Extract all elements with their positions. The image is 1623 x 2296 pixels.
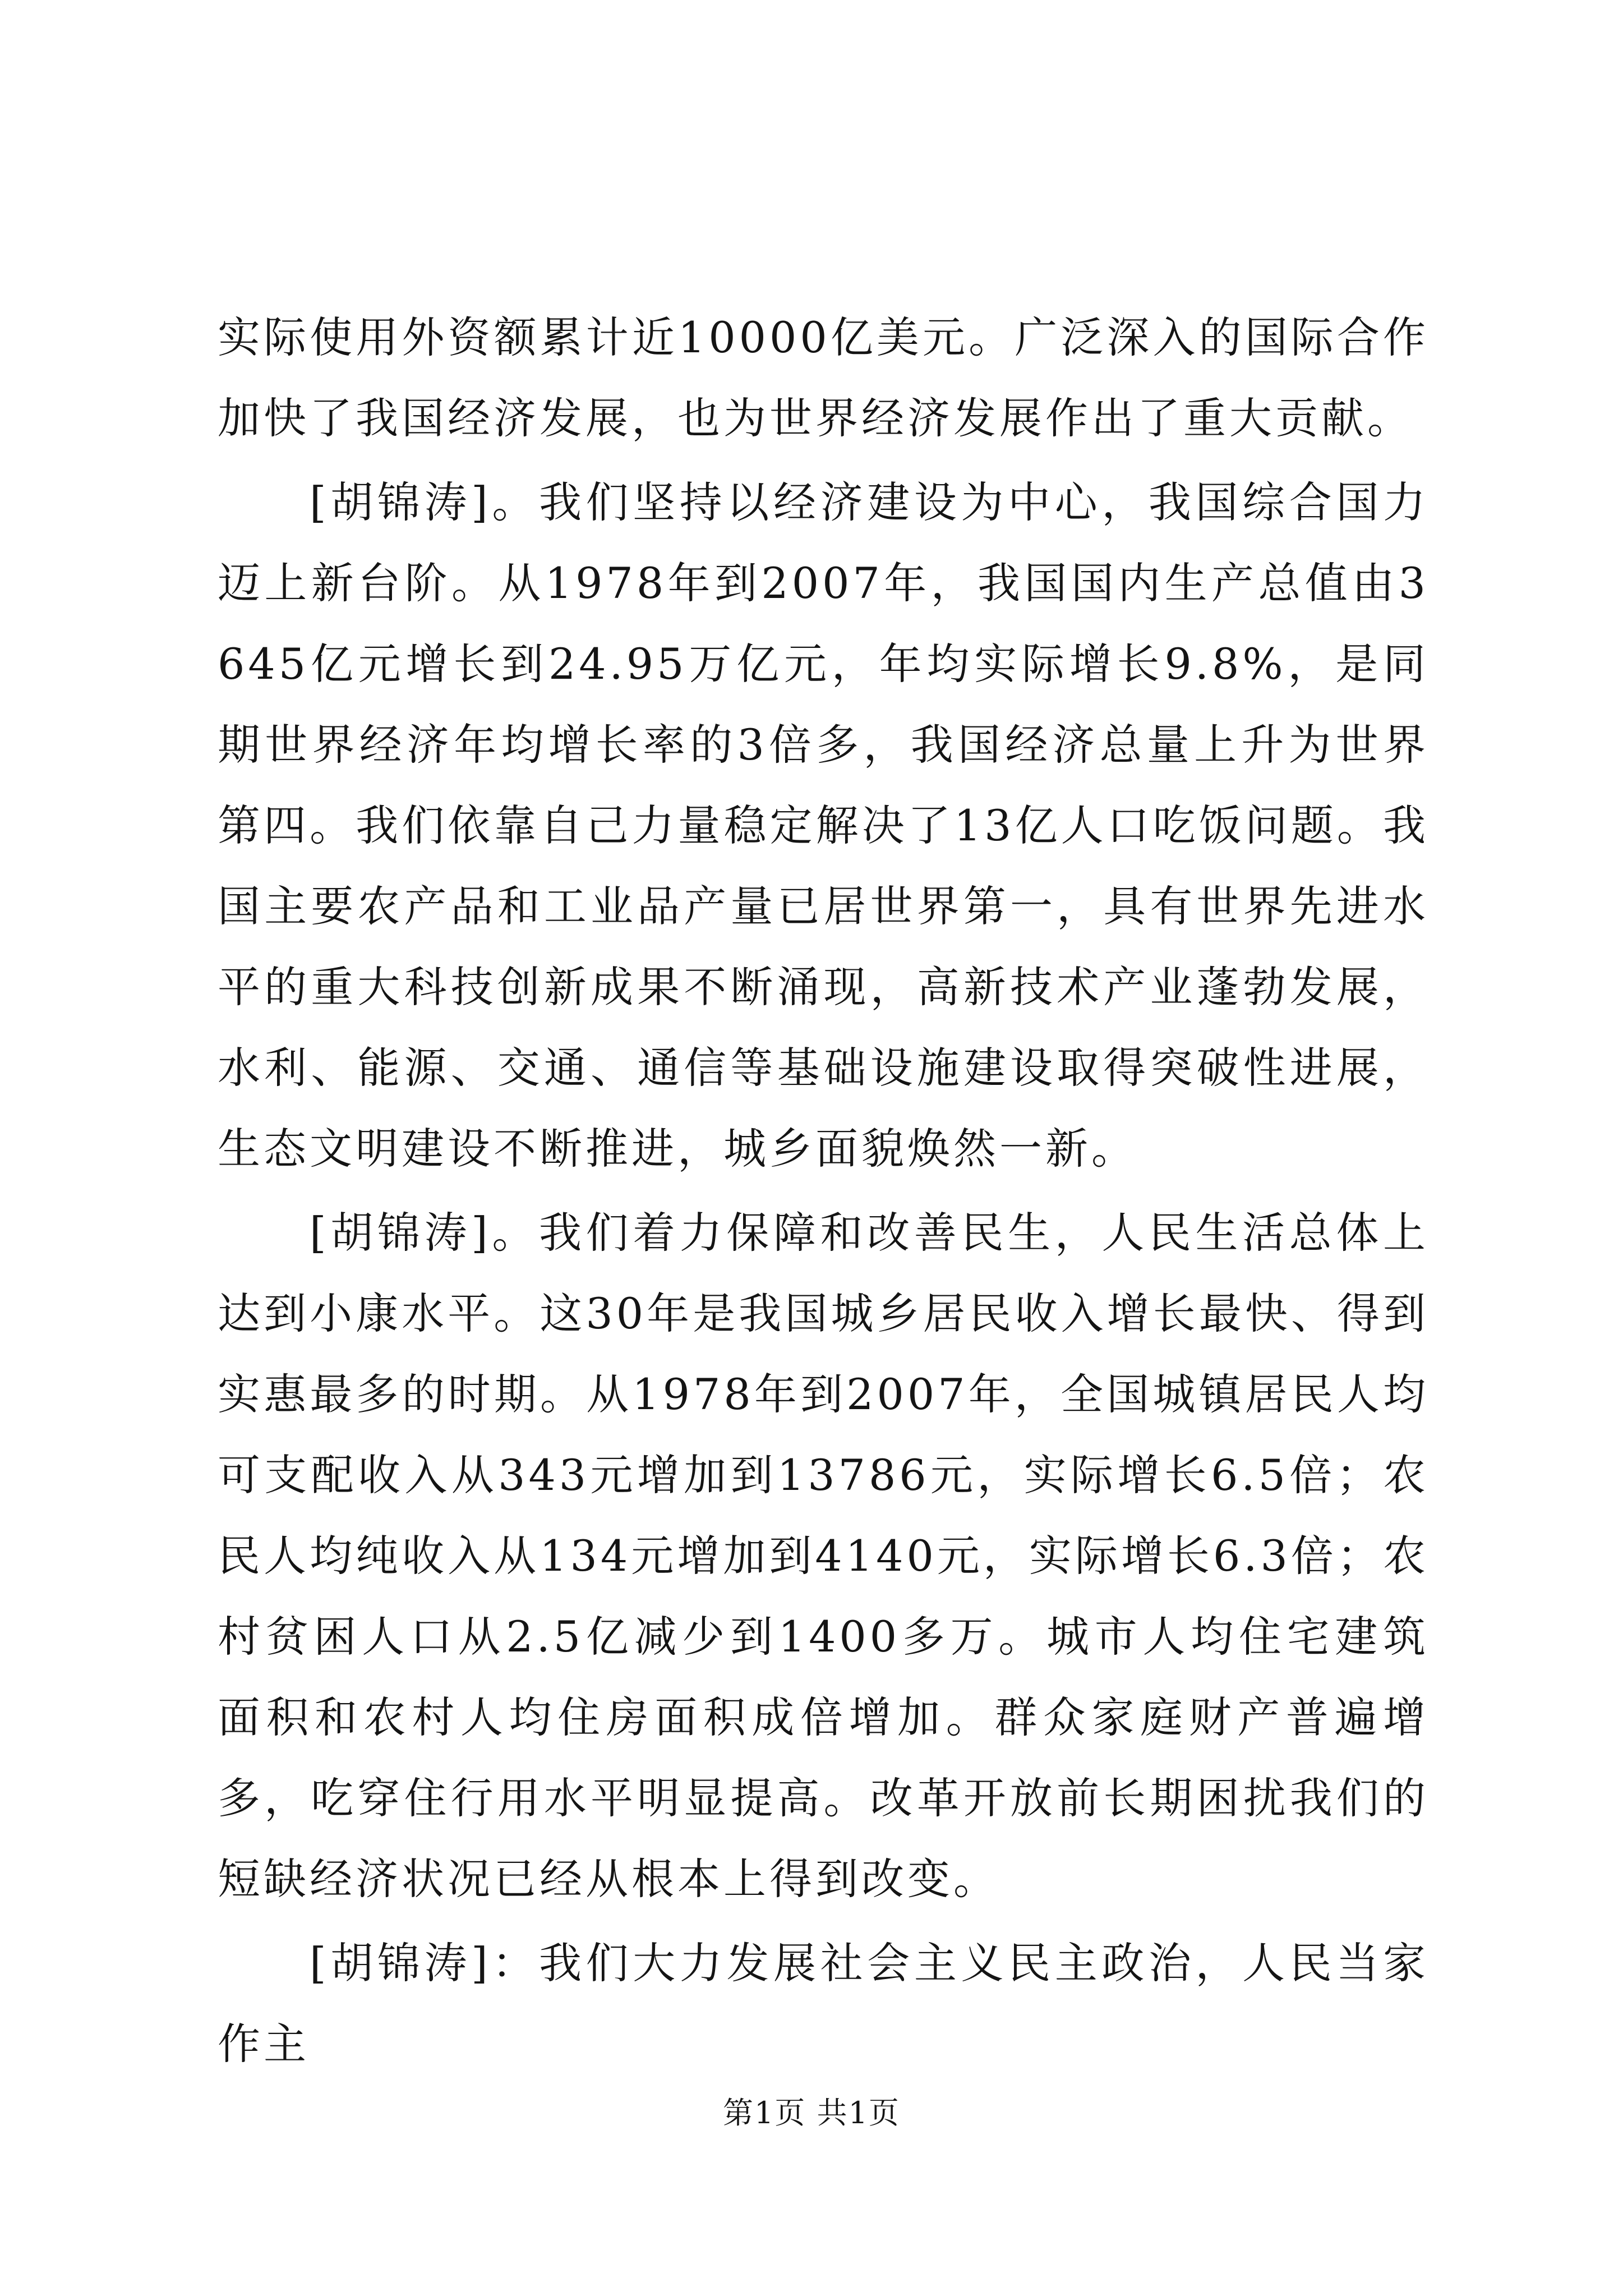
paragraph-2: [胡锦涛]。我们坚持以经济建设为中心，我国综合国力迈上新台阶。从1978年到2007年，我国国内生产总值由3645亿元增长到24.95万亿元，年均实际增长9.8%，是同期世界经济年均增长率的3倍多，我国经济总量上升为世界第四。我们依靠自己力量稳定解决了13亿人口吃饭问题。我国主要农产品和工业品产量已居世界第一，具有世界先进水平的重大科技创新成果不断涌现，高新技术产业蓬勃发展，水利、能源、交通、通信等基础设施建设取得突破性进展，生态文明建设不断推进，城乡面貌焕然一新。	[218, 477, 1429, 1174]
paragraph-1: 实际使用外资额累计近10000亿美元。广泛深入的国际合作加快了我国经济发展，也为世界经济发展作出了重大贡献。	[218, 312, 1429, 443]
document-body	[218, 297, 1429, 2085]
paragraph-3: [胡锦涛]。我们着力保障和改善民生，人民生活总体上达到小康水平。这30年是我国城乡居民收入增长最快、得到实惠最多的时期。从1978年到2007年，全国城镇居民人均可支配收入从343元增加到13786元，实际增长6.5倍；农民人均纯收入从134元增加到4140元，实际增长6.3倍；农村贫困人口从2.5亿减少到1400多万。城市人均住宅建筑面积和农村人均住房面积成倍增加。群众家庭财产普遍增多，吃穿住行用水平明显提高。改革开放前长期困扰我们的短缺经济状况已经从根本上得到改变。	[218, 1208, 1429, 1904]
paragraph-4: [胡锦涛]：我们大力发展社会主义民主政治，人民当家作主	[218, 1938, 1429, 2069]
page-number-footer: 第1页 共1页	[723, 2095, 900, 2131]
